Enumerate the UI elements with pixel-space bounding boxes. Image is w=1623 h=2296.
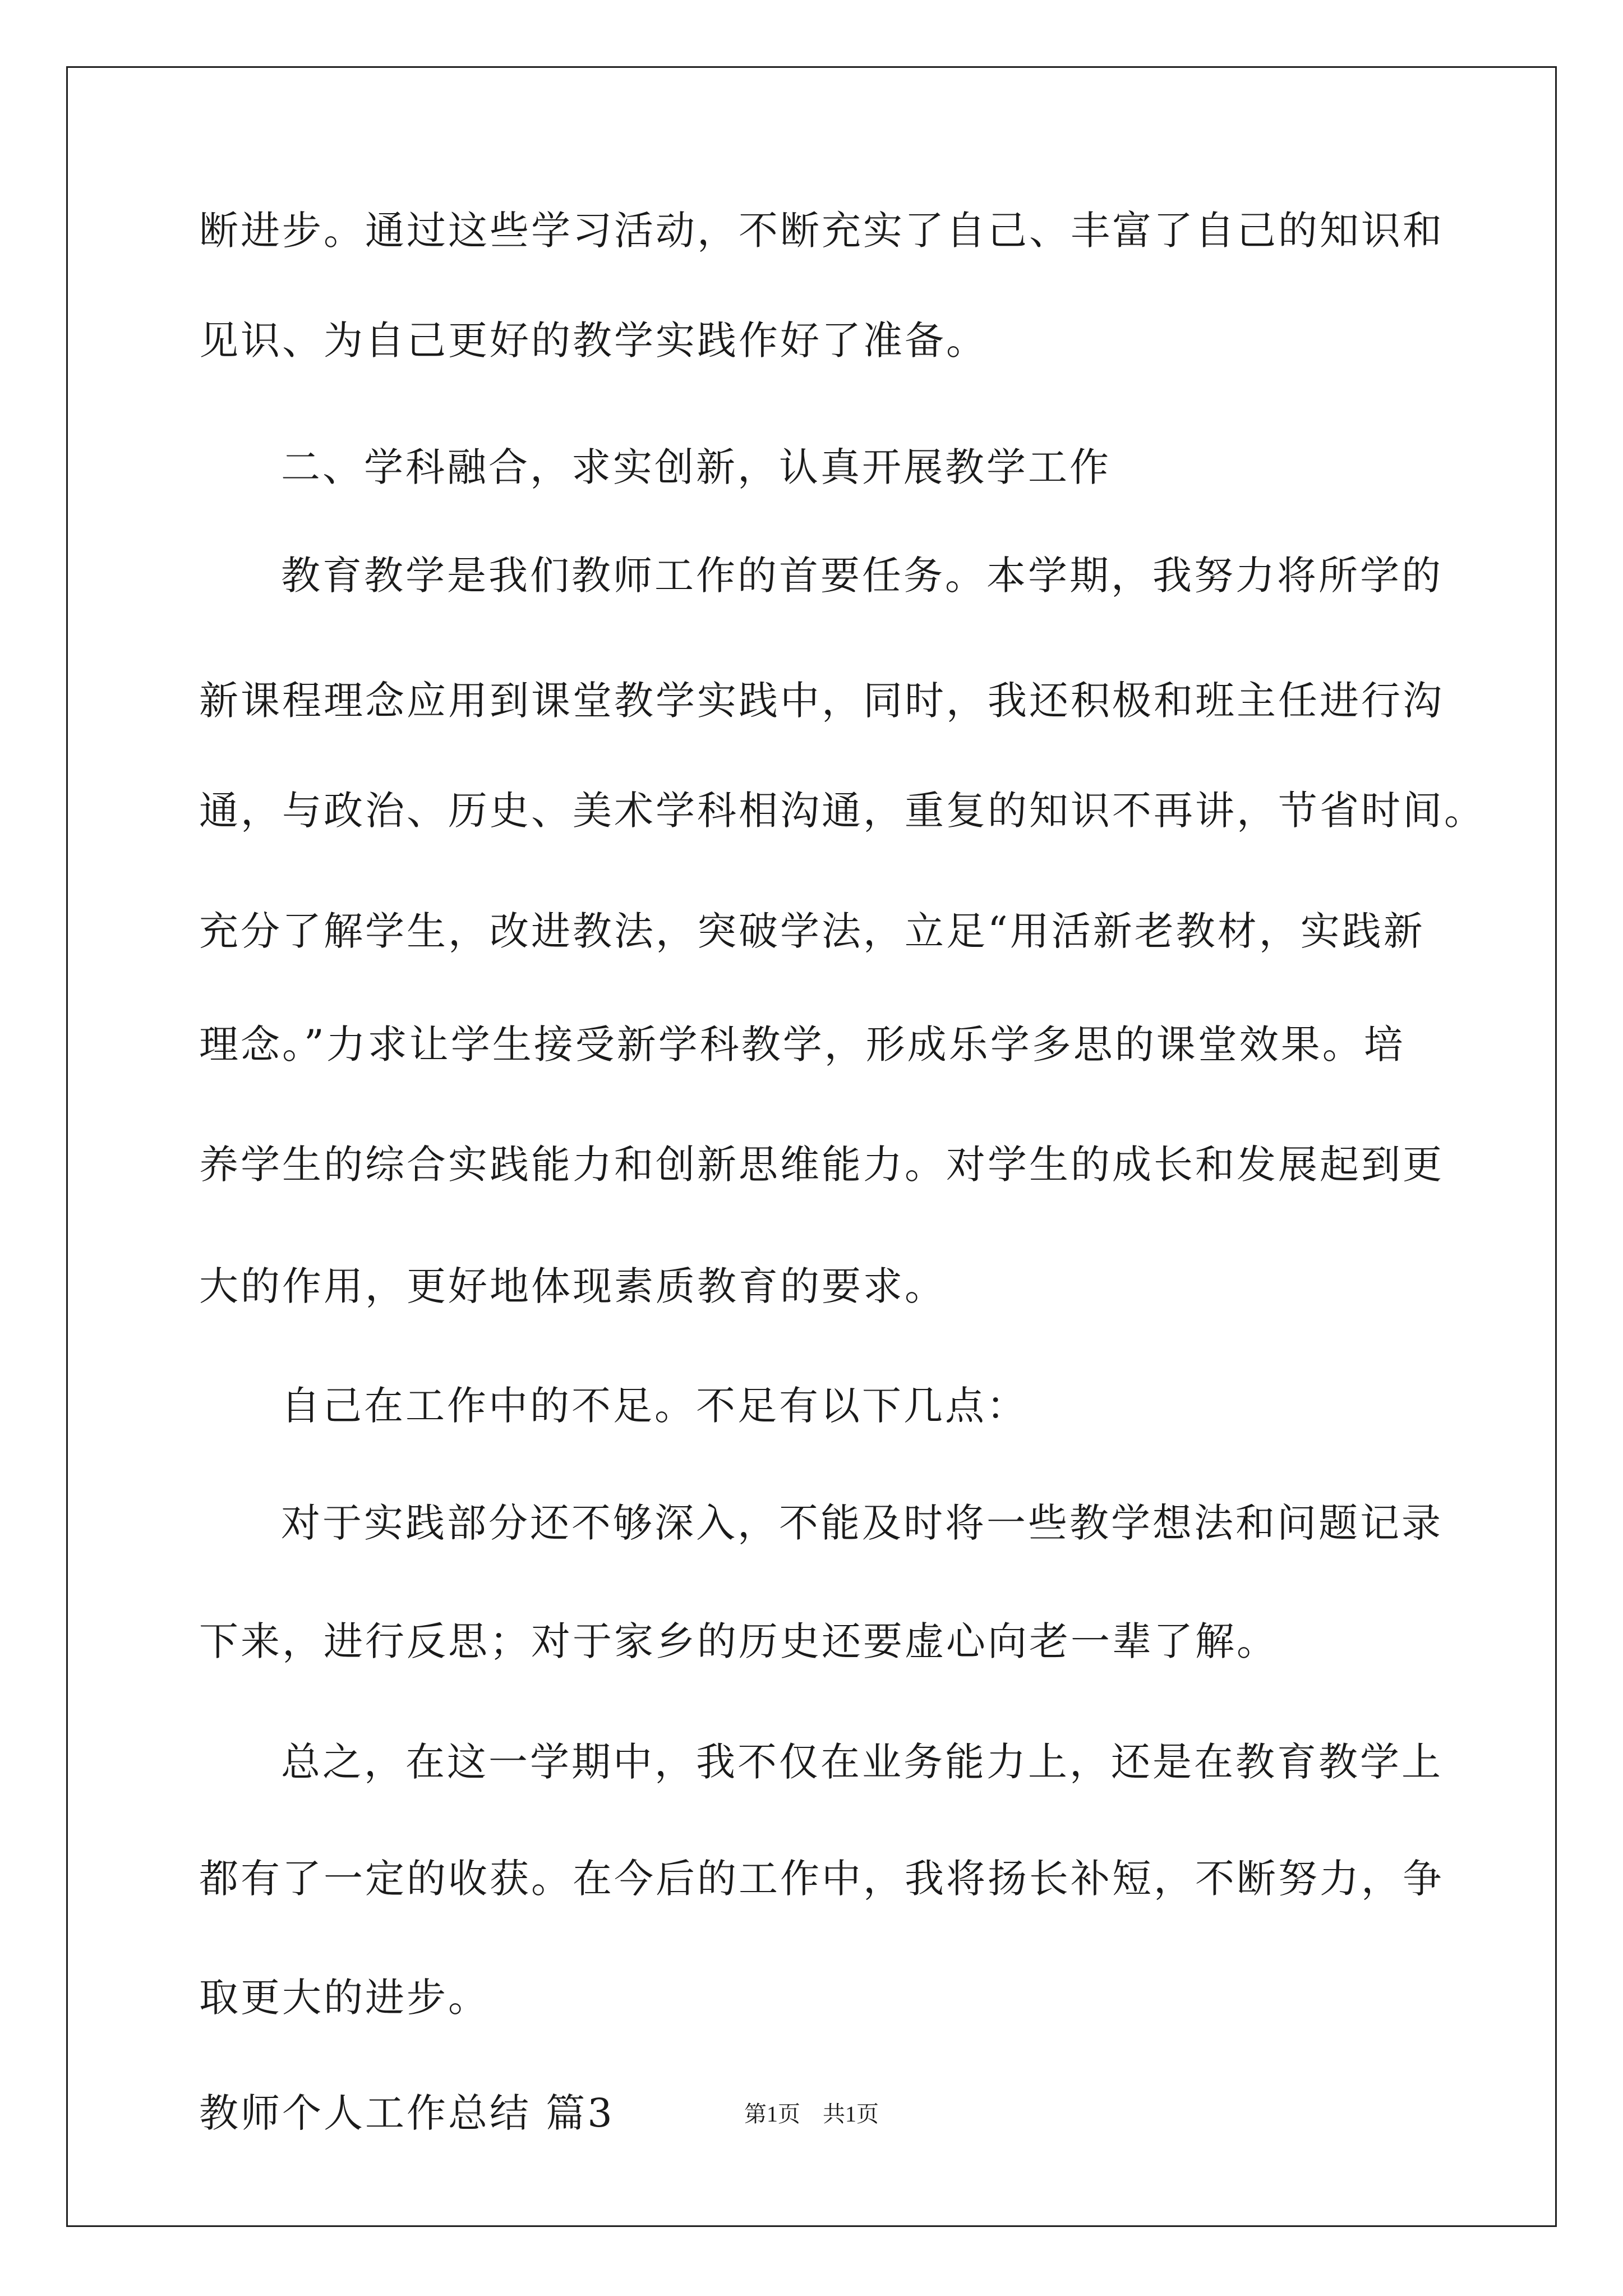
text-line: 教育教学是我们教师工作的首要任务。本学期，我努力将所学的 xyxy=(281,553,1443,599)
text-line: 大的作用，更好地体现素质教育的要求。 xyxy=(199,1263,946,1309)
text-line: 取更大的进步。 xyxy=(199,1975,490,2021)
document-title: 教师个人工作总结 篇3 xyxy=(199,2090,615,2136)
section-heading: 二、学科融合，求实创新，认真开展教学工作 xyxy=(281,444,1111,490)
text-line: 对于实践部分还不够深入，不能及时将一些教学想法和问题记录 xyxy=(281,1500,1443,1546)
text-line: 自己在工作中的不足。不足有以下几点： xyxy=(281,1383,1028,1429)
text-line: 总之，在这一学期中，我不仅在业务能力上，还是在教育教学上 xyxy=(281,1739,1443,1785)
text-line: 断进步。通过这些学习活动，不断充实了自己、丰富了自己的知识和 xyxy=(199,208,1444,254)
text-line: 充分了解学生，改进教法，突破学法，立足“用活新老教材，实践新 xyxy=(199,908,1425,954)
text-line: 新课程理念应用到课堂教学实践中，同时，我还积极和班主任进行沟 xyxy=(199,678,1444,724)
page-number: 第1页 共1页 xyxy=(744,2101,879,2127)
text-line: 通，与政治、历史、美术学科相沟通，重复的知识不再讲，节省时间。 xyxy=(199,788,1486,834)
text-line: 养学生的综合实践能力和创新思维能力。对学生的成长和发展起到更 xyxy=(199,1142,1444,1188)
text-line: 见识、为自己更好的教学实践作好了准备。 xyxy=(199,318,988,364)
text-line: 都有了一定的收获。在今后的工作中，我将扬长补短，不断努力，争 xyxy=(199,1856,1444,1902)
text-line: 下来，进行反思；对于家乡的历史还要虚心向老一辈了解。 xyxy=(199,1618,1278,1664)
text-line: 理念。”力求让学生接受新学科教学，形成乐学多思的课堂效果。培 xyxy=(199,1022,1405,1068)
